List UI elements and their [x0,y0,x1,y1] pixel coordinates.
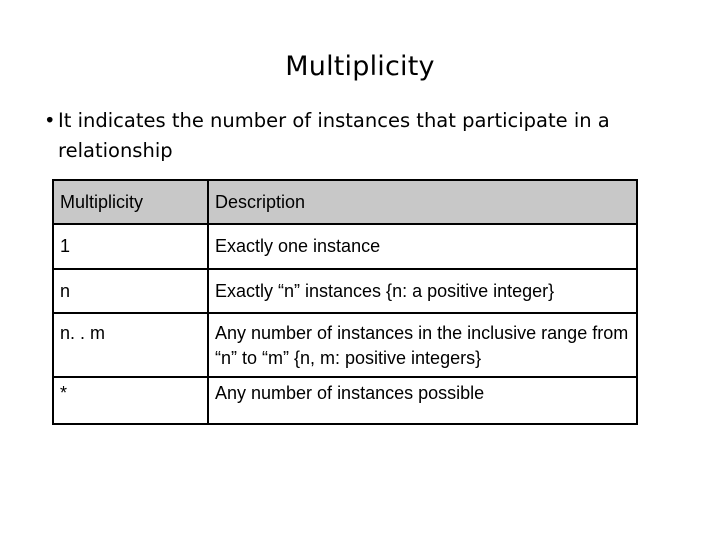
table-row [53,269,637,313]
bullet-icon: • [44,109,56,132]
header-description: Description [208,180,637,224]
cell-description: Exactly “n” instances {n: a positive integer} [208,269,637,313]
table-header-row [53,180,637,224]
bullet-list [44,106,644,166]
bullet-item [44,106,644,136]
cell-description: Any number of instances in the inclusive range from “n” to “m” {n, m: positive integers} [208,313,637,377]
slide-title: Multiplicity [285,51,435,82]
cell-multiplicity: n [53,269,208,313]
table-row [53,313,637,377]
header-multiplicity: Multiplicity [53,180,208,224]
cell-description: Exactly one instance [208,224,637,269]
cell-multiplicity: * [53,377,208,424]
multiplicity-table [52,179,638,425]
bullet-text-line1: It indicates the number of instances that participate in a [58,109,610,132]
table-row [53,224,637,269]
bullet-text-line2: relationship [58,139,173,162]
cell-multiplicity: 1 [53,224,208,269]
cell-description: Any number of instances possible [208,377,637,424]
table-row [53,377,637,424]
cell-multiplicity: n. . m [53,313,208,377]
